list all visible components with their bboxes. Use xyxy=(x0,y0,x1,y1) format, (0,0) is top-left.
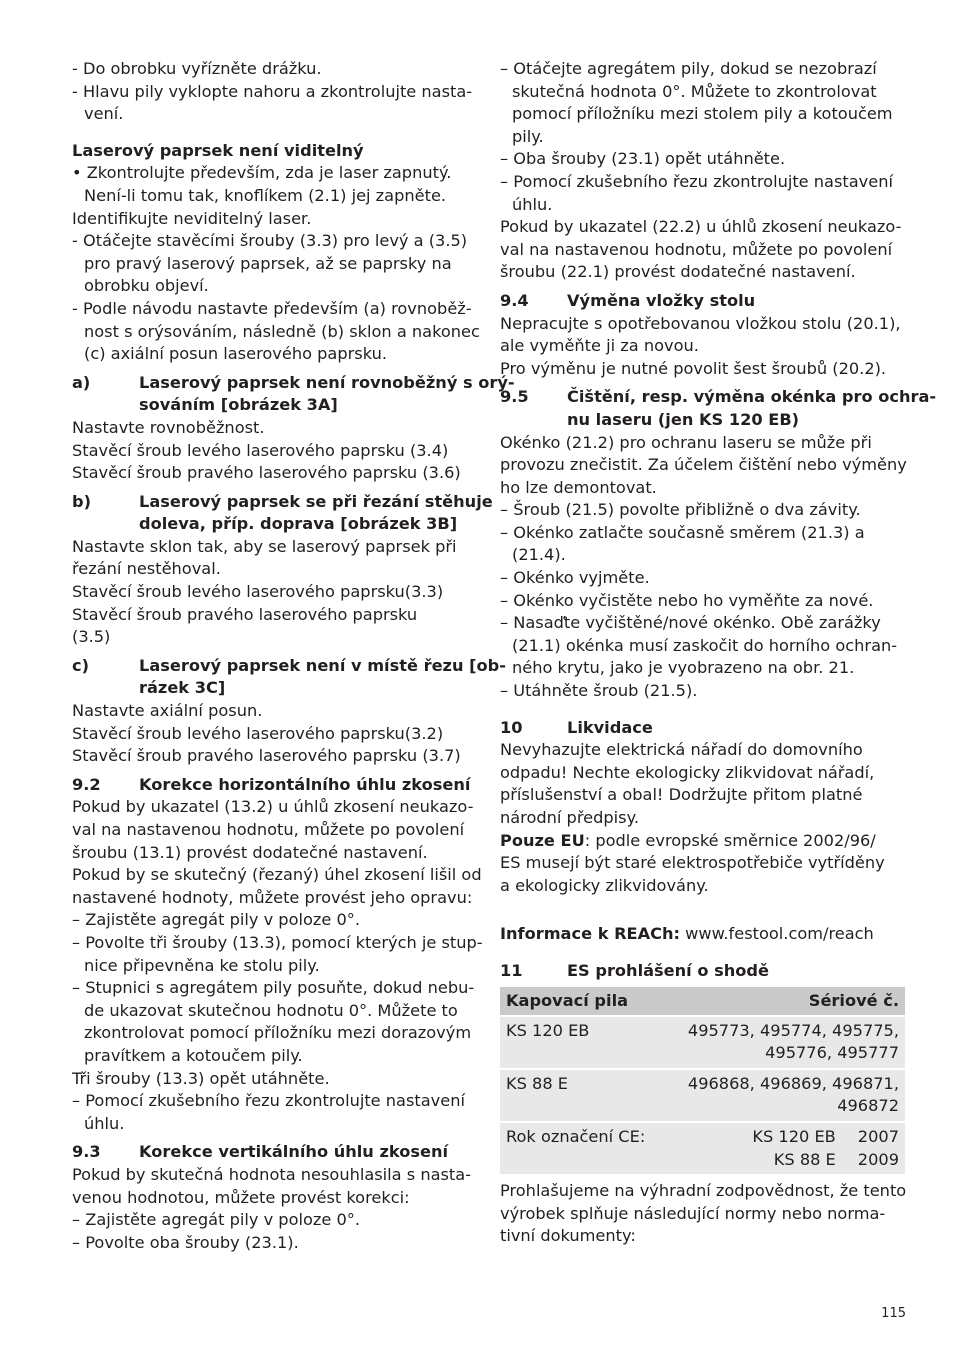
heading-number: c) xyxy=(72,655,89,675)
text-line: (21.1) okénka musí zaskočit do horního ochran- xyxy=(512,635,898,655)
text-line: šroubu (13.1) provést dodatečné nastavení. xyxy=(72,842,428,862)
text-line: • Zkontrolujte především, zda je laser zapnutý. xyxy=(72,163,452,183)
text-line: Identifikujte neviditelný laser. xyxy=(72,208,312,228)
heading-text: Laserový paprsek není rovnoběžný s orý- xyxy=(139,372,515,392)
text-line: val na nastavenou hodnotu, můžete po povolení xyxy=(500,239,893,259)
heading-number: 11 xyxy=(500,960,523,980)
text-line: – Povolte tři šrouby (13.3), pomocí kterých je stup- xyxy=(72,932,483,952)
text-line: – Okénko vyčistěte nebo ho vyměňte za nové. xyxy=(500,590,874,610)
text-line: Stavěcí šroub levého laserového paprsku (3.4) xyxy=(72,440,449,460)
text-line: úhlu. xyxy=(84,1113,125,1133)
text-line: a ekologicky zlikvidovány. xyxy=(500,875,709,895)
text-line: – Nasaďte vyčištěné/nové okénko. Obě zarážky xyxy=(500,613,881,633)
subsection-heading-b xyxy=(72,491,493,536)
heading-number: 9.4 xyxy=(500,290,529,310)
text-line: Tři šrouby (13.3) opět utáhněte. xyxy=(72,1068,330,1088)
eu-label: Pouze EU xyxy=(500,830,585,850)
text-line: Stavěcí šroub levého laserového paprsku(3.3) xyxy=(72,582,444,602)
heading-number: 9.5 xyxy=(500,387,529,407)
text-line: – Šroub (21.5) povolte přibližně o dva závity. xyxy=(500,500,861,520)
text-line: Stavěcí šroub pravého laserového paprsku xyxy=(72,604,418,624)
table-row xyxy=(500,1017,905,1068)
reach-link[interactable]: www.festool.com/reach xyxy=(680,924,874,944)
eu-text: : podle evropské směrnice 2002/96/ xyxy=(584,830,876,850)
table-cell: KS 120 EB xyxy=(506,1020,590,1040)
table-row xyxy=(500,1070,905,1121)
text-line: Stavěcí šroub levého laserového paprsku(3.2) xyxy=(72,723,444,743)
section-heading: Laserový paprsek není viditelný xyxy=(72,140,364,160)
text-line: – Otáčejte agregátem pily, dokud se nezobrazí xyxy=(500,59,877,78)
section-heading-9-4 xyxy=(500,290,905,313)
text-line: nost s orýsováním, následně (b) sklon a nakonec xyxy=(84,321,480,341)
table-cell: KS 88 E xyxy=(506,1073,569,1093)
text-line: - Do obrobku vyřízněte drážku. xyxy=(72,59,322,78)
text-line: nastavené hodnoty, můžete provést jeho opravu: xyxy=(72,887,473,907)
serial-line: 495776, 495777 xyxy=(765,1043,899,1063)
serial-line: 496872 xyxy=(837,1096,899,1116)
heading-number: 9.2 xyxy=(72,774,101,794)
reach-info xyxy=(500,923,905,946)
heading-number: b) xyxy=(72,491,91,511)
text-line: – Utáhněte šroub (21.5). xyxy=(500,681,698,701)
ce-year-line xyxy=(752,1126,899,1149)
text-line: (c) axiální posun laserového paprsku. xyxy=(84,344,387,364)
text-line: úhlu. xyxy=(512,194,553,214)
text-line: zkontrolovat pomocí příložníku mezi dorazovým xyxy=(84,1023,472,1043)
heading-text: Laserový paprsek se při řezání stěhuje xyxy=(139,491,493,511)
text-line: pily. xyxy=(512,126,544,146)
model-name: KS 88 E xyxy=(773,1149,836,1169)
table-cell xyxy=(688,1020,899,1065)
heading-text: Čištění, resp. výměna okénka pro ochra- xyxy=(567,387,937,407)
text-line: – Pomocí zkušebního řezu zkontrolujte nastavení xyxy=(500,171,893,191)
text-line: tivní dokumenty: xyxy=(500,1226,636,1246)
model-name: KS 120 EB xyxy=(752,1126,836,1146)
text-line xyxy=(500,830,905,853)
text-line: ES musejí být staré elektrospotřebiče vytříděny xyxy=(500,853,885,873)
text-line: Nastavte sklon tak, aby se laserový paprsek při xyxy=(72,536,457,556)
text-line: Nastavte axiální posun. xyxy=(72,701,263,721)
text-line: Není-li tomu tak, knoflíkem (2.1) jej zapněte. xyxy=(84,185,447,205)
table-cell xyxy=(688,1073,899,1118)
right-column xyxy=(500,58,937,1248)
text-line: – Oba šrouby (23.1) opět utáhněte. xyxy=(500,149,786,169)
heading-text: nu laseru (jen KS 120 EB) xyxy=(567,409,800,429)
subsection-heading-c xyxy=(72,655,506,700)
section-heading-9-5 xyxy=(500,386,937,431)
text-line: val na nastavenou hodnotu, můžete po povolení xyxy=(72,820,465,839)
serial-line: 496868, 496869, 496871, xyxy=(687,1073,899,1093)
ce-year: 2009 xyxy=(857,1149,899,1169)
section-heading-11 xyxy=(500,960,905,983)
text-line: Nastavte rovnoběžnost. xyxy=(72,417,265,437)
section-heading-9-3 xyxy=(72,1141,477,1164)
text-line: provozu znečistit. Za účelem čištění nebo výměny xyxy=(500,455,907,475)
text-line: – Povolte oba šrouby (23.1). xyxy=(72,1232,299,1252)
text-line: vení. xyxy=(84,104,124,124)
heading-text: Likvidace xyxy=(567,717,653,737)
text-line: – Okénko vyjměte. xyxy=(500,568,650,588)
column-header: Sériové č. xyxy=(808,991,899,1011)
ce-year: 2007 xyxy=(857,1126,899,1146)
text-line: Pokud by ukazatel (13.2) u úhlů zkosení neukazo- xyxy=(72,797,474,817)
text-line: odpadu! Nechte ekologicky zlikvidovat nářadí, xyxy=(500,762,875,782)
heading-text: Laserový paprsek není v místě řezu [ob- xyxy=(139,655,506,675)
text-line: - Hlavu pily vyklopte nahoru a zkontrolujte nasta- xyxy=(72,81,473,101)
text-line: Okénko (21.2) pro ochranu laseru se může při xyxy=(500,432,872,452)
text-line: ale vyměňte ji za novou. xyxy=(500,336,699,356)
page-number: 115 xyxy=(881,1306,906,1321)
heading-text: Výměna vložky stolu xyxy=(567,290,756,310)
heading-text: sováním [obrázek 3A] xyxy=(139,395,338,415)
serial-line: 495773, 495774, 495775, xyxy=(687,1020,899,1040)
text-line: ho lze demontovat. xyxy=(500,477,657,497)
text-line: Pokud by se skutečný (řezaný) úhel zkosení lišil od xyxy=(72,865,482,885)
text-line: Pokud by skutečná hodnota nesouhlasila s nasta- xyxy=(72,1164,472,1184)
text-line: (21.4). xyxy=(512,545,566,565)
ce-year-line xyxy=(752,1149,899,1172)
text-line: pomocí příložníku mezi stolem pily a kotoučem xyxy=(512,104,893,124)
text-line: Pokud by ukazatel (22.2) u úhlů zkosení neukazo- xyxy=(500,217,902,237)
reach-label: Informace k REACh: xyxy=(500,924,681,944)
text-line: – Pomocí zkušebního řezu zkontrolujte nastavení xyxy=(72,1091,465,1111)
heading-number: a) xyxy=(72,372,91,392)
text-line: Stavěcí šroub pravého laserového paprsku (3.6) xyxy=(72,463,461,483)
text-line: (3.5) xyxy=(72,627,111,647)
heading-text: ES prohlášení o shodě xyxy=(567,960,769,980)
table-cell: Rok označení CE: xyxy=(506,1126,646,1146)
text-line: – Zajistěte agregát pily v poloze 0°. xyxy=(72,910,361,930)
text-line: – Okénko zatlačte současně směrem (21.3) a xyxy=(500,522,865,542)
text-line: skutečná hodnota 0°. Můžete to zkontrolovat xyxy=(512,81,877,101)
text-line: národní předpisy. xyxy=(500,808,639,827)
text-line: řezání nestěhoval. xyxy=(72,559,221,579)
table-cell xyxy=(752,1126,899,1171)
section-heading-10 xyxy=(500,717,905,740)
text-line: - Podle návodu nastavte především (a) rovnoběž- xyxy=(72,298,472,318)
text-line: Nepracujte s opotřebovanou vložkou stolu (20.1), xyxy=(500,313,901,333)
text-line: obrobku objeví. xyxy=(84,276,209,296)
text-line: – Zajistěte agregát pily v poloze 0°. xyxy=(72,1210,361,1230)
table-header xyxy=(500,987,905,1015)
text-line: Nevyhazujte elektrická nářadí do domovního xyxy=(500,740,863,760)
text-line: výrobek splňuje následující normy nebo norma- xyxy=(500,1203,886,1223)
text-line: Prohlašujeme na výhradní zodpovědnost, že tento xyxy=(500,1181,907,1201)
table-row xyxy=(500,1123,905,1174)
column-header: Kapovací pila xyxy=(506,991,629,1011)
heading-text: rázek 3C] xyxy=(139,678,226,698)
text-line: nice připevněna ke stolu pily. xyxy=(84,955,320,975)
text-line: de ukazovat skutečnou hodnotu 0°. Můžete to xyxy=(84,1000,458,1020)
heading-text: Korekce horizontálního úhlu zkosení xyxy=(139,774,471,794)
heading-text: doleva, příp. doprava [obrázek 3B] xyxy=(139,514,458,534)
text-line: pravítkem a kotoučem pily. xyxy=(84,1045,303,1065)
text-line: Pro výměnu je nutné povolit šest šroubů (20.2). xyxy=(500,358,887,378)
text-line: - Otáčejte stavěcími šrouby (3.3) pro levý a (3.5) xyxy=(72,231,468,251)
heading-text: Korekce vertikálního úhlu zkosení xyxy=(139,1142,449,1162)
heading-number: 9.3 xyxy=(72,1142,101,1162)
text-line: ného krytu, jako je vyobrazeno na obr. 21. xyxy=(512,658,855,678)
text-line: venou hodnotou, můžete provést korekci: xyxy=(72,1187,410,1207)
text-line: Stavěcí šroub pravého laserového paprsku (3.7) xyxy=(72,746,461,766)
text-line: šroubu (22.1) provést dodatečné nastavení. xyxy=(500,262,856,282)
text-line: pro pravý laserový paprsek, až se paprsky na xyxy=(84,253,452,273)
conformity-table xyxy=(500,987,905,1175)
heading-number: 10 xyxy=(500,717,523,737)
text-line: příslušenství a obal! Dodržujte přitom platné xyxy=(500,785,863,805)
section-heading-9-2 xyxy=(72,774,477,797)
text-line: – Stupnici s agregátem pily posuňte, dokud nebu- xyxy=(72,978,475,998)
